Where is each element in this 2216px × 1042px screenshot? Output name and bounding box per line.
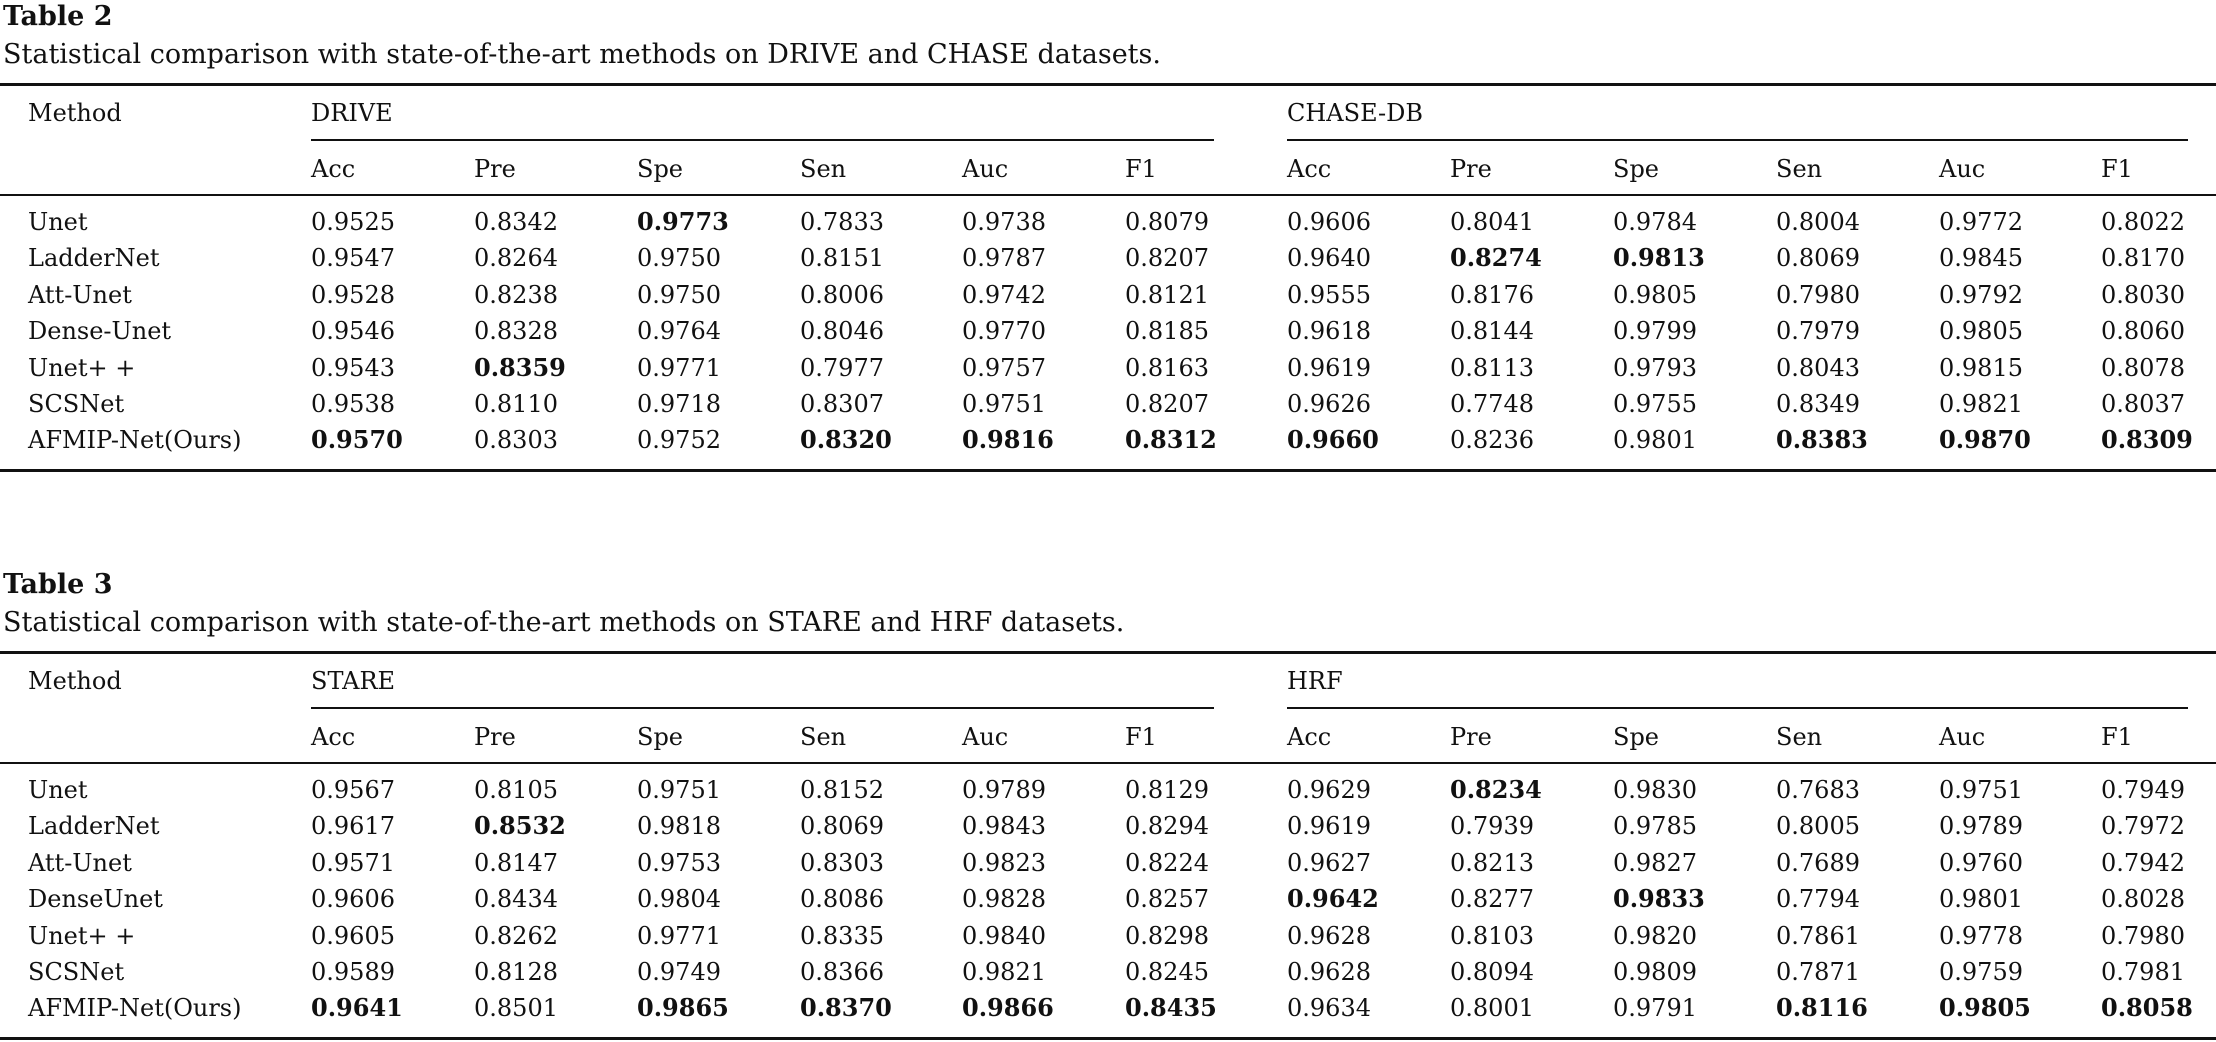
table-label: Table 3 [3,569,113,600]
metric-value: 0.9820 [1613,922,1697,950]
metric-value-best: 0.9870 [1939,425,2031,454]
method-name: Unet+ + [28,354,136,382]
metric-value: 0.8078 [2101,354,2185,382]
metric-value: 0.8294 [1125,812,1209,840]
metric-value: 0.9742 [962,281,1046,309]
metric-value: 0.9538 [311,390,395,418]
metric-value: 0.8366 [800,958,884,986]
metric-value: 0.8307 [800,390,884,418]
metric-value: 0.9618 [1287,317,1371,345]
method-name: Unet+ + [28,922,136,950]
metric-value: 0.8001 [1450,994,1534,1022]
table-top-rule [0,651,2216,654]
metric-value: 0.8041 [1450,208,1534,236]
metric-value: 0.9547 [311,244,395,272]
metric-value: 0.8128 [474,958,558,986]
metric-value: 0.7949 [2101,776,2185,804]
method-column-header: Method [28,99,122,127]
metric-value: 0.7683 [1776,776,1860,804]
metric-value: 0.8094 [1450,958,1534,986]
dataset-group-header: DRIVE [311,99,393,127]
metric-value: 0.9750 [637,281,721,309]
metric-value: 0.9617 [311,812,395,840]
metric-value-best: 0.9866 [962,993,1054,1022]
metric-value-best: 0.9660 [1287,425,1379,454]
metric-value: 0.9805 [1939,317,2023,345]
metric-value: 0.9821 [962,958,1046,986]
metric-value: 0.9804 [637,885,721,913]
metric-column-header: Sen [1776,155,1823,183]
table-top-rule [0,83,2216,86]
metric-column-header: Sen [1776,723,1823,751]
metric-value: 0.9546 [311,317,395,345]
metric-value: 0.8151 [800,244,884,272]
metric-value: 0.9555 [1287,281,1371,309]
metric-value: 0.9771 [637,354,721,382]
metric-value-best: 0.8116 [1776,993,1868,1022]
metric-value: 0.9805 [1613,281,1697,309]
metric-value: 0.9789 [962,776,1046,804]
metric-value: 0.8037 [2101,390,2185,418]
metric-value: 0.8152 [800,776,884,804]
metric-value-best: 0.9641 [311,993,403,1022]
method-name: Dense-Unet [28,317,172,345]
metric-column-header: Auc [962,723,1009,751]
metric-value: 0.9627 [1287,849,1371,877]
metric-value: 0.8277 [1450,885,1534,913]
metric-value: 0.9760 [1939,849,2023,877]
metric-column-header: Acc [311,155,356,183]
metric-value: 0.9818 [637,812,721,840]
metric-value: 0.8129 [1125,776,1209,804]
method-name: DenseUnet [28,885,163,913]
metric-value: 0.8236 [1450,426,1534,454]
metric-value: 0.8257 [1125,885,1209,913]
method-name: LadderNet [28,244,160,272]
metric-column-header: Pre [474,155,516,183]
metric-value-best: 0.8359 [474,353,566,382]
metric-value-best: 0.8320 [800,425,892,454]
method-name: LadderNet [28,812,160,840]
method-name: SCSNet [28,390,125,418]
metric-value: 0.8144 [1450,317,1534,345]
metric-column-header: F1 [1125,155,1157,183]
metric-column-header: Spe [637,155,684,183]
metric-column-header: Spe [637,723,684,751]
method-name: Unet [28,776,88,804]
metric-value: 0.9792 [1939,281,2023,309]
method-name: AFMIP-Net(Ours) [28,994,242,1022]
metric-value: 0.9785 [1613,812,1697,840]
metric-value: 0.9809 [1613,958,1697,986]
metric-value-best: 0.8234 [1450,775,1542,804]
metric-value: 0.9628 [1287,958,1371,986]
metric-value: 0.9751 [637,776,721,804]
metric-value: 0.9828 [962,885,1046,913]
metric-value-best: 0.8058 [2101,993,2193,1022]
metric-value-best: 0.9833 [1613,884,1705,913]
metric-value-best: 0.8370 [800,993,892,1022]
metric-column-header: Auc [962,155,1009,183]
metric-value-best: 0.9865 [637,993,729,1022]
metric-column-header: Sen [800,155,847,183]
metric-value: 0.8113 [1450,354,1534,382]
table-bottom-rule [0,469,2216,472]
metric-value: 0.8207 [1125,390,1209,418]
metric-value: 0.9626 [1287,390,1371,418]
metric-value-best: 0.9805 [1939,993,2031,1022]
metric-value: 0.8004 [1776,208,1860,236]
metric-value: 0.8005 [1776,812,1860,840]
metric-value: 0.9801 [1613,426,1697,454]
metric-value: 0.8342 [474,208,558,236]
metric-value: 0.9605 [311,922,395,950]
metric-column-header: Spe [1613,723,1660,751]
metric-value: 0.9801 [1939,885,2023,913]
metric-value: 0.9525 [311,208,395,236]
metric-value: 0.9830 [1613,776,1697,804]
metric-column-header: F1 [2101,155,2133,183]
table-bottom-rule [0,1037,2216,1040]
metric-value: 0.8069 [800,812,884,840]
metric-value-best: 0.9813 [1613,243,1705,272]
metric-value: 0.9840 [962,922,1046,950]
metric-value: 0.9815 [1939,354,2023,382]
metric-value: 0.8207 [1125,244,1209,272]
table-caption: Statistical comparison with state-of-the-art methods on DRIVE and CHASE datasets. [3,39,1161,70]
metric-value-best: 0.8274 [1450,243,1542,272]
metric-value: 0.9757 [962,354,1046,382]
metric-value: 0.8022 [2101,208,2185,236]
metric-value-best: 0.8309 [2101,425,2193,454]
metric-value: 0.9827 [1613,849,1697,877]
metric-value: 0.8147 [474,849,558,877]
metric-value: 0.8069 [1776,244,1860,272]
metric-value: 0.9543 [311,354,395,382]
table-label: Table 2 [3,1,113,32]
method-column-header: Method [28,667,122,695]
dataset-group-header: CHASE-DB [1287,99,1424,127]
metric-value: 0.9629 [1287,776,1371,804]
metric-value: 0.9751 [962,390,1046,418]
metric-column-header: Auc [1939,723,1986,751]
metric-value: 0.9755 [1613,390,1697,418]
metric-value: 0.7977 [800,354,884,382]
metric-value: 0.9821 [1939,390,2023,418]
metric-column-header: Pre [474,723,516,751]
metric-value: 0.8224 [1125,849,1209,877]
metric-value-best: 0.8435 [1125,993,1217,1022]
metric-column-header: Auc [1939,155,1986,183]
metric-value: 0.9791 [1613,994,1697,1022]
metric-value: 0.8303 [800,849,884,877]
metric-value: 0.9752 [637,426,721,454]
metric-value: 0.8030 [2101,281,2185,309]
metric-value: 0.9793 [1613,354,1697,382]
metric-value: 0.9606 [311,885,395,913]
metric-value: 0.7972 [2101,812,2185,840]
metric-value: 0.9718 [637,390,721,418]
metric-value: 0.9753 [637,849,721,877]
metric-value: 0.8006 [800,281,884,309]
metric-value: 0.8176 [1450,281,1534,309]
metric-value: 0.8028 [2101,885,2185,913]
metric-value: 0.8434 [474,885,558,913]
metric-value: 0.8213 [1450,849,1534,877]
metric-value: 0.9789 [1939,812,2023,840]
table-header-rule [0,194,2216,196]
metric-value: 0.9567 [311,776,395,804]
method-name: Att-Unet [28,849,132,877]
metric-value: 0.9771 [637,922,721,950]
metric-value-best: 0.8383 [1776,425,1868,454]
metric-value: 0.8262 [474,922,558,950]
metric-value: 0.8121 [1125,281,1209,309]
metric-value: 0.9845 [1939,244,2023,272]
metric-value: 0.8105 [474,776,558,804]
metric-value: 0.8103 [1450,922,1534,950]
metric-value: 0.7980 [2101,922,2185,950]
metric-value: 0.8163 [1125,354,1209,382]
metric-column-header: Acc [1287,155,1332,183]
table-header-rule [0,762,2216,764]
metric-value: 0.9749 [637,958,721,986]
metric-value: 0.9784 [1613,208,1697,236]
metric-column-header: Spe [1613,155,1660,183]
metric-value: 0.9750 [637,244,721,272]
method-name: Att-Unet [28,281,132,309]
metric-column-header: Sen [800,723,847,751]
metric-value-best: 0.8532 [474,811,566,840]
metric-value: 0.9619 [1287,354,1371,382]
table-caption: Statistical comparison with state-of-the-art methods on STARE and HRF datasets. [3,607,1125,638]
metric-value: 0.7748 [1450,390,1534,418]
metric-value-best: 0.9642 [1287,884,1379,913]
metric-value: 0.7981 [2101,958,2185,986]
metric-value: 0.7861 [1776,922,1860,950]
metric-column-header: F1 [2101,723,2133,751]
metric-value: 0.8501 [474,994,558,1022]
dataset-group-header: STARE [311,667,396,695]
metric-value: 0.9751 [1939,776,2023,804]
metric-value: 0.7833 [800,208,884,236]
metric-value-best: 0.9816 [962,425,1054,454]
metric-value: 0.9528 [311,281,395,309]
method-name: AFMIP-Net(Ours) [28,426,242,454]
metric-value: 0.9778 [1939,922,2023,950]
method-name: Unet [28,208,88,236]
dataset-group-header: HRF [1287,667,1343,695]
metric-value: 0.9606 [1287,208,1371,236]
metric-value: 0.9571 [311,849,395,877]
metric-column-header: Acc [311,723,356,751]
metric-value: 0.8264 [474,244,558,272]
metric-column-header: F1 [1125,723,1157,751]
metric-column-header: Pre [1450,155,1492,183]
metric-value: 0.8238 [474,281,558,309]
dataset-group-rule [1287,139,2188,141]
metric-value: 0.8185 [1125,317,1209,345]
metric-value: 0.9799 [1613,317,1697,345]
metric-value: 0.9787 [962,244,1046,272]
dataset-group-rule [311,707,1214,709]
metric-value: 0.8043 [1776,354,1860,382]
metric-value: 0.7980 [1776,281,1860,309]
metric-value: 0.9772 [1939,208,2023,236]
metric-value-best: 0.8312 [1125,425,1217,454]
metric-value-best: 0.9570 [311,425,403,454]
method-name: SCSNet [28,958,125,986]
metric-value: 0.8328 [474,317,558,345]
metric-column-header: Pre [1450,723,1492,751]
metric-value: 0.9843 [962,812,1046,840]
metric-column-header: Acc [1287,723,1332,751]
metric-value: 0.9770 [962,317,1046,345]
metric-value: 0.8349 [1776,390,1860,418]
metric-value: 0.8060 [2101,317,2185,345]
metric-value: 0.7689 [1776,849,1860,877]
metric-value: 0.7979 [1776,317,1860,345]
metric-value: 0.9738 [962,208,1046,236]
metric-value: 0.8335 [800,922,884,950]
metric-value: 0.9640 [1287,244,1371,272]
metric-value: 0.8086 [800,885,884,913]
metric-value: 0.8046 [800,317,884,345]
metric-value: 0.7942 [2101,849,2185,877]
metric-value: 0.9628 [1287,922,1371,950]
metric-value: 0.9619 [1287,812,1371,840]
metric-value: 0.8298 [1125,922,1209,950]
metric-value: 0.9823 [962,849,1046,877]
metric-value: 0.9634 [1287,994,1371,1022]
metric-value: 0.9589 [311,958,395,986]
metric-value: 0.9764 [637,317,721,345]
metric-value: 0.8170 [2101,244,2185,272]
metric-value: 0.8110 [474,390,558,418]
dataset-group-rule [311,139,1214,141]
metric-value-best: 0.9773 [637,207,729,236]
metric-value: 0.9759 [1939,958,2023,986]
metric-value: 0.8303 [474,426,558,454]
metric-value: 0.8245 [1125,958,1209,986]
metric-value: 0.7871 [1776,958,1860,986]
metric-value: 0.7794 [1776,885,1860,913]
metric-value: 0.8079 [1125,208,1209,236]
metric-value: 0.7939 [1450,812,1534,840]
dataset-group-rule [1287,707,2188,709]
